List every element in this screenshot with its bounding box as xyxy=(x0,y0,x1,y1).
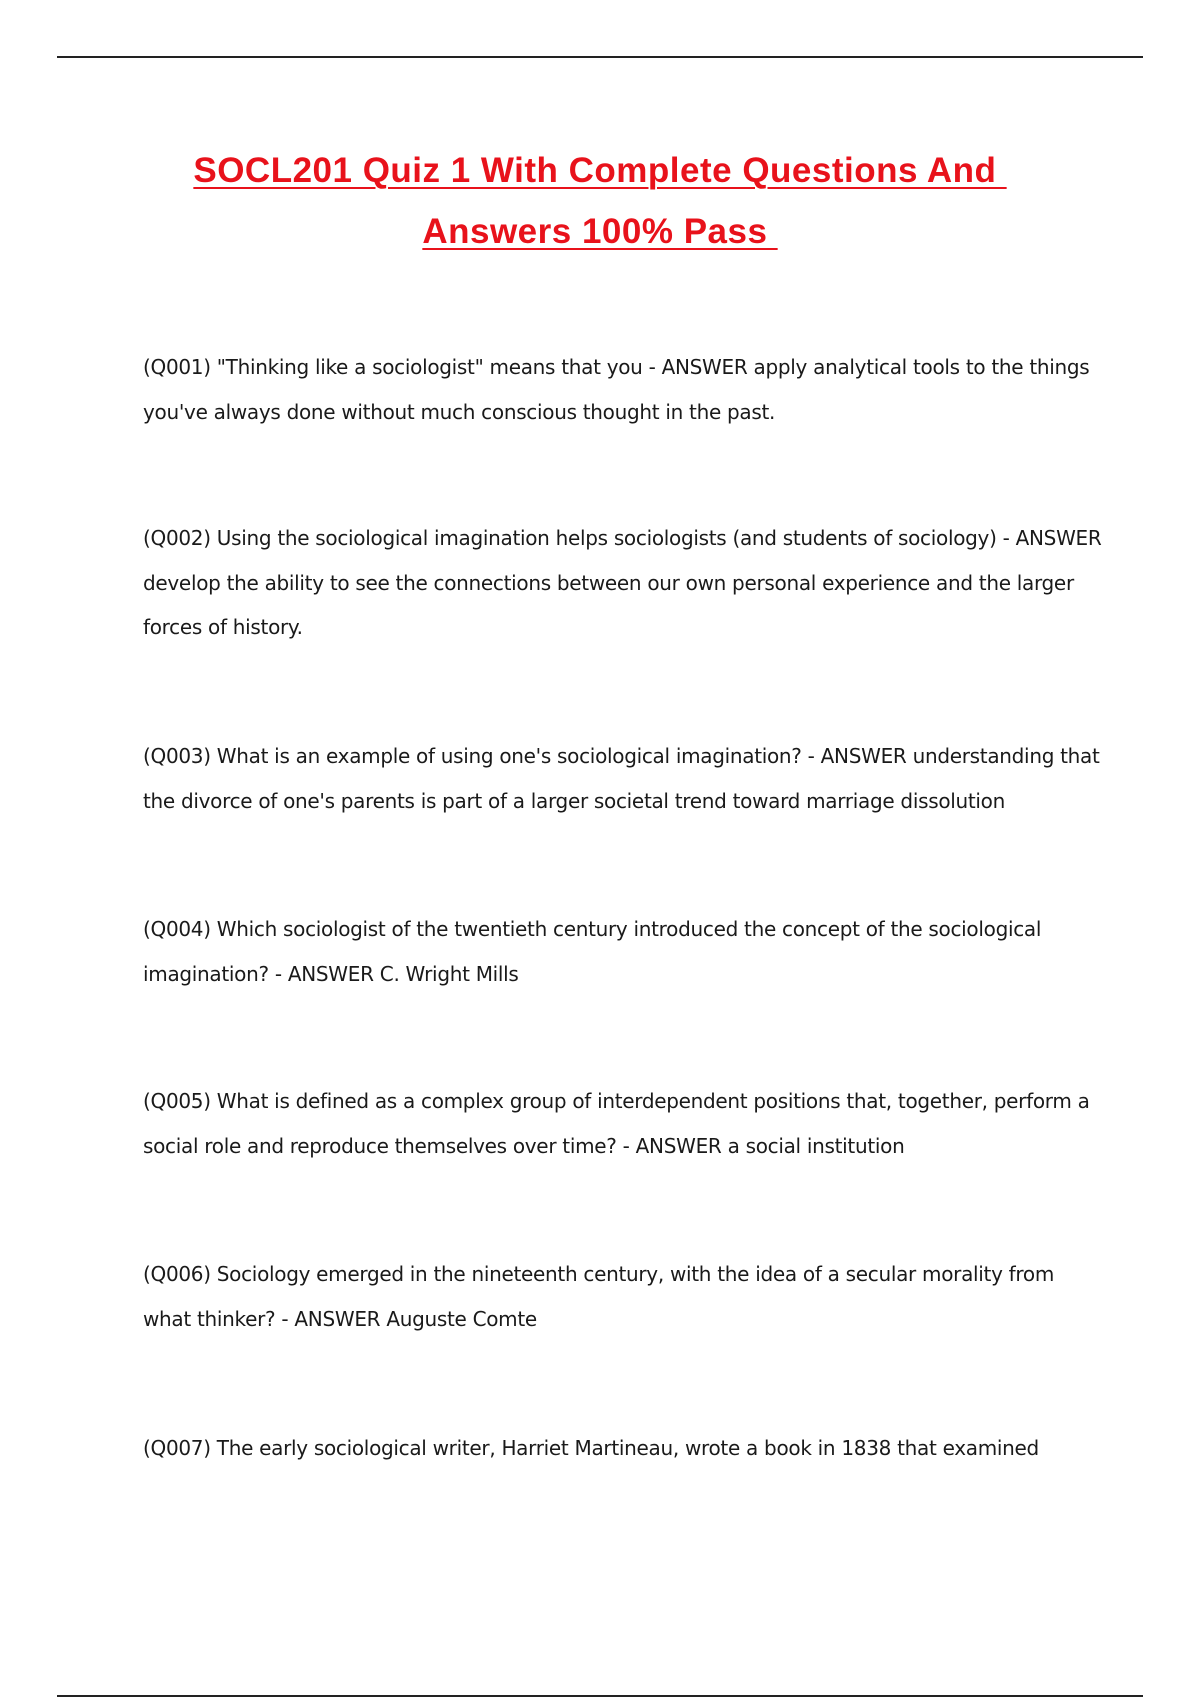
qa-item-q004 xyxy=(143,907,1103,996)
qa-item-q005 xyxy=(143,1079,1103,1168)
answer-separator: - xyxy=(268,961,288,986)
qa-item-q003 xyxy=(143,734,1103,823)
answer-text: apply analytical tools to the things you've always done without much conscious thought in the past. xyxy=(143,355,1090,424)
document-title xyxy=(57,140,1143,262)
question-text: (Q001) "Thinking like a sociologist" means that you xyxy=(143,355,643,379)
answer-separator: - xyxy=(642,355,662,379)
answer-label: ANSWER xyxy=(635,1133,722,1158)
title-line-1: SOCL201 Quiz 1 With Complete Questions And xyxy=(193,151,1007,190)
qa-item-q007 xyxy=(143,1426,1103,1471)
answer-label: ANSWER xyxy=(820,744,907,768)
answer-separator: - xyxy=(801,744,821,768)
title-line-2: Answers 100% Pass xyxy=(422,212,778,251)
answer-label: ANSWER xyxy=(294,1306,381,1331)
answer-separator: - xyxy=(996,526,1016,550)
answer-text: develop the ability to see the connections between our own personal experience and the larger forces of history. xyxy=(143,570,1074,639)
qa-item-q002 xyxy=(143,516,1103,650)
qa-item-q001 xyxy=(143,345,1103,434)
question-text: (Q004) Which sociologist of the twentieth century introduced the concept of the sociological imagination? xyxy=(143,917,1042,986)
answer-label: ANSWER xyxy=(1015,526,1102,550)
answer-label: ANSWER xyxy=(661,355,748,379)
question-text: (Q007) The early sociological writer, Harriet Martineau, wrote a book in 1838 that examined xyxy=(143,1436,1039,1460)
qa-item-q006 xyxy=(143,1252,1103,1341)
answer-separator: - xyxy=(275,1306,295,1331)
answer-label: ANSWER xyxy=(287,961,374,986)
question-text: (Q006) Sociology emerged in the nineteenth century, with the idea of a secular morality from what thinker? xyxy=(143,1262,1055,1331)
answer-text: understanding that the divorce of one's parents is part of a larger societal trend toward marriage dissolution xyxy=(143,744,1100,813)
question-text: (Q002) Using the sociological imagination helps sociologists (and students of sociology) xyxy=(143,526,997,550)
answer-text: C. Wright Mills xyxy=(379,961,519,986)
answer-separator: - xyxy=(616,1133,636,1158)
answer-text: Auguste Comte xyxy=(386,1306,537,1331)
answer-text: a social institution xyxy=(727,1133,905,1158)
question-text: (Q005) What is defined as a complex group of interdependent positions that, together, perform a social role and reproduce themselves over time? xyxy=(143,1089,1090,1158)
question-text: (Q003) What is an example of using one's sociological imagination? xyxy=(143,744,802,768)
header-rule xyxy=(57,56,1143,58)
footer-rule xyxy=(57,1695,1143,1697)
